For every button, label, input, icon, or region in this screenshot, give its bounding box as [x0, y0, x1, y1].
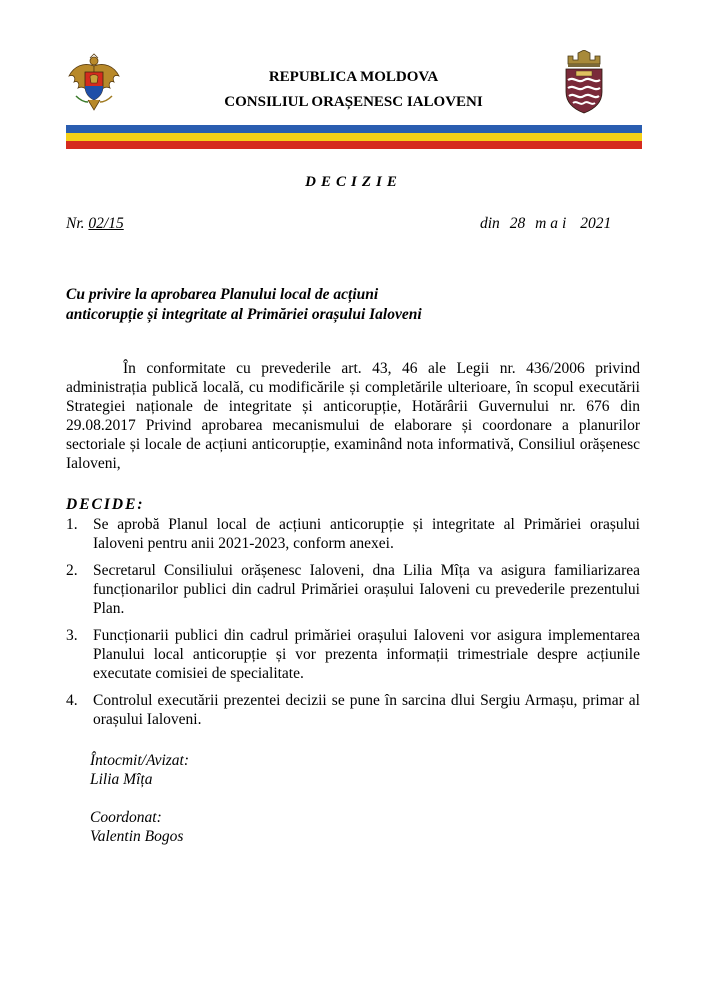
coordinated-block [90, 808, 183, 846]
prepared-name: Lilia Mîța [90, 771, 153, 788]
subject-line-1: Cu privire la aprobarea Planului local de acțiuni [66, 286, 379, 303]
document-title: DECIZIE [305, 174, 402, 190]
subject-line-2: anticorupție și integritate al Primăriei orașului Ialoveni [66, 306, 422, 323]
item-text: Funcționarii publici din cadrul primăriei orașului Ialoveni vor asigura implementarea Planului local anticorupție și vor prezenta informații trimestriale despre acțiunile executate comisiei de specialitate. [93, 627, 640, 682]
preamble: În conformitate cu prevederile art. 43, 46 ale Legii nr. 436/2006 privind administrația publică locală, cu modificările și completările ulterioare, în scopul executării Strategiei naționale de integritate și anticorupție, Hotărârii Guvernului nr. 676 din 29.08.2017 Privind aprobarea mecanismului de elaborare și coordonare a planurilor sectoriale și locale de acțiuni anticorupție, examinând nota informativă, Consiliul orășenesc Ialoveni, [66, 360, 640, 472]
date-day: 28 [509, 215, 526, 232]
list-item [66, 691, 640, 729]
flag-stripe-red [66, 141, 642, 149]
date-prefix: din [480, 215, 500, 232]
item-number: 2. [66, 562, 78, 579]
coordinated-name: Valentin Bogos [90, 828, 184, 845]
item-text: Secretarul Consiliului orășenesc Ialoveni, dna Lilia Mîța va asigura familiarizarea funcționarilor publici din cadrul Primăriei orașului Ialoveni cu prevederile prezentului Plan. [93, 562, 640, 617]
item-number: 1. [66, 516, 78, 533]
flag-stripe-blue [66, 125, 642, 133]
coordinated-label: Coordonat: [90, 809, 162, 826]
prepared-label: Întocmit/Avizat: [90, 752, 190, 769]
item-text: Se aprobă Planul local de acțiuni anticorupție și integritate al Primăriei orașului Ialoveni pentru anii 2021-2023, conform anexei. [93, 516, 640, 552]
list-item [66, 515, 640, 553]
list-item [66, 626, 640, 683]
header-council: CONSILIUL ORAȘENESC IALOVENI [224, 94, 483, 110]
decision-items [66, 515, 640, 737]
decide-label: DECIDE: [66, 496, 145, 513]
header-republic: REPUBLICA MOLDOVA [268, 69, 439, 85]
date-year: 2021 [580, 215, 612, 232]
list-item [66, 561, 640, 618]
number-prefix: Nr. [66, 215, 85, 232]
decision-date [480, 215, 611, 233]
prepared-block [90, 751, 189, 789]
date-month: mai [535, 215, 571, 232]
decision-number [66, 215, 124, 233]
number-value: 02/15 [88, 215, 124, 232]
item-number: 4. [66, 692, 78, 709]
item-text: Controlul executării prezentei decizii se pune în sarcina dlui Sergiu Armașu, primar al orașului Ialoveni. [93, 692, 640, 728]
subject [66, 285, 626, 325]
item-number: 3. [66, 627, 78, 644]
flag-stripe-yellow [66, 133, 642, 141]
